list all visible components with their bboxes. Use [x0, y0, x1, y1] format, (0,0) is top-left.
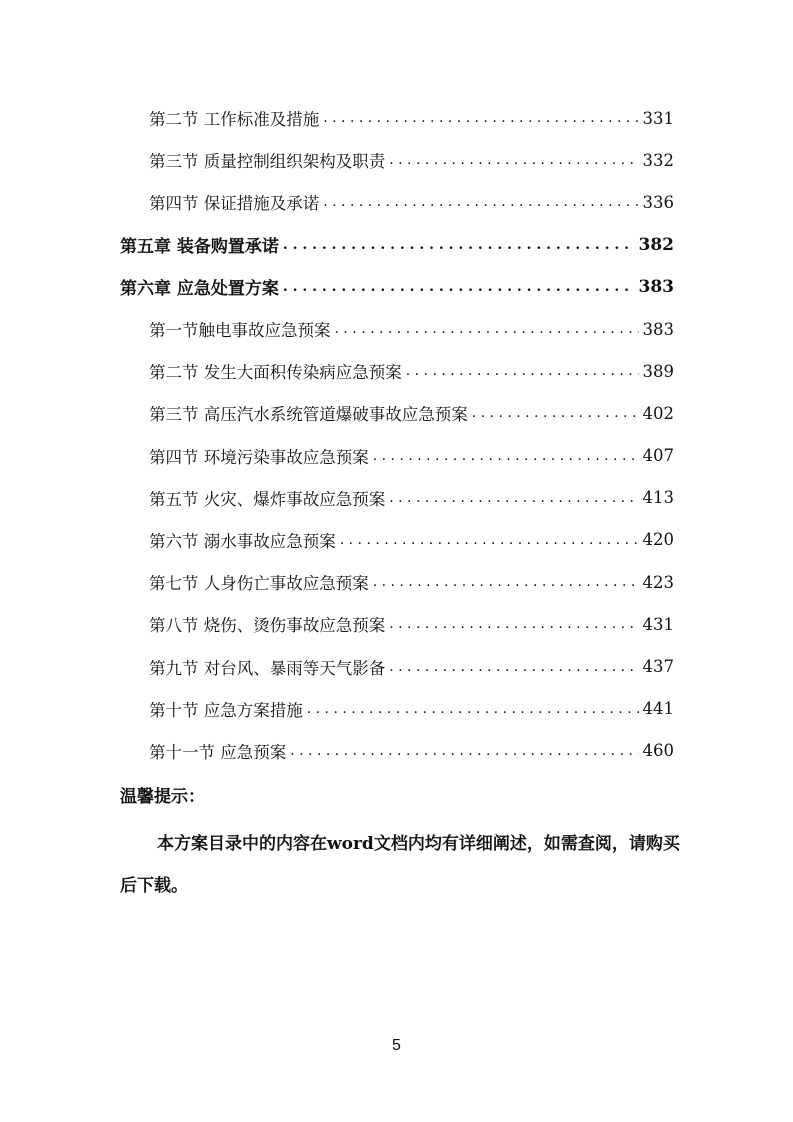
dot-leader [307, 701, 639, 717]
toc-entry-title: 第三节 质量控制组织架构及职责 [149, 152, 386, 172]
toc-entry-title: 第二节 工作标准及措施 [149, 110, 320, 130]
toc-entry-title: 第八节 烧伤、烫伤事故应急预案 [149, 616, 386, 636]
toc-entry-title: 第三节 高压汽水系统管道爆破事故应急预案 [149, 405, 468, 425]
toc-entry[interactable] [120, 181, 674, 223]
toc-entry[interactable] [120, 477, 674, 519]
toc-entry-title: 第二节 发生大面积传染病应急预案 [149, 363, 402, 383]
toc-entry-page: 382 [638, 234, 674, 255]
toc-entry-title: 第五节 火灾、爆炸事故应急预案 [149, 489, 386, 509]
toc-entry[interactable] [120, 688, 674, 730]
toc-entry-page: 460 [642, 741, 674, 761]
dot-leader [323, 110, 638, 126]
dot-leader [283, 279, 635, 295]
dot-leader [340, 532, 639, 548]
toc-entry-page: 389 [642, 361, 674, 381]
toc-entry-page: 336 [642, 192, 674, 212]
toc-entry-title: 第十节 应急方案措施 [149, 700, 303, 720]
toc-entry-title: 第六节 溺水事故应急预案 [149, 531, 336, 551]
toc-entry[interactable] [120, 139, 674, 181]
dot-leader [335, 321, 639, 337]
tip-title: 温馨提示： [120, 787, 205, 807]
toc-entry-page: 420 [642, 530, 674, 550]
toc-entry[interactable] [120, 350, 674, 392]
toc-entry-title: 第四节 保证措施及承诺 [149, 194, 320, 214]
toc-entry-title: 第十一节 应急预案 [149, 742, 287, 762]
table-of-contents [120, 97, 674, 772]
toc-entry[interactable] [120, 224, 674, 266]
toc-entry-page: 413 [642, 488, 674, 508]
dot-leader [389, 490, 638, 506]
toc-entry-title: 第五章 装备购置承诺 [120, 237, 279, 258]
toc-entry[interactable] [120, 308, 674, 350]
dot-leader [406, 363, 639, 379]
toc-entry[interactable] [120, 97, 674, 139]
toc-entry-page: 402 [642, 403, 674, 423]
toc-entry-page: 441 [642, 699, 674, 719]
dot-leader [283, 237, 635, 253]
toc-entry[interactable] [120, 603, 674, 645]
toc-entry[interactable] [120, 730, 674, 772]
toc-entry-page: 431 [642, 614, 674, 634]
toc-entry-title: 第九节 对台风、暴雨等天气影备 [149, 658, 386, 678]
toc-entry-page: 383 [642, 319, 674, 339]
tip-body: 本方案目录中的内容在word文档内均有详细阐述，如需查阅，请购买后下载。 [120, 834, 680, 896]
dot-leader [389, 152, 638, 168]
toc-entry-page: 407 [642, 446, 674, 466]
dot-leader [389, 616, 638, 632]
toc-entry[interactable] [120, 519, 674, 561]
toc-entry-page: 331 [642, 108, 674, 128]
toc-entry-title: 第七节 人身伤亡事故应急预案 [149, 574, 369, 594]
page-number: 5 [392, 1037, 401, 1054]
toc-entry-title: 第四节 环境污染事故应急预案 [149, 447, 369, 467]
dot-leader [373, 448, 639, 464]
toc-entry[interactable] [120, 645, 674, 687]
toc-entry[interactable] [120, 266, 674, 308]
dot-leader [373, 574, 639, 590]
toc-entry-page: 332 [642, 150, 674, 170]
toc-entry-title: 第六章 应急处置方案 [120, 279, 279, 300]
toc-entry-page: 423 [642, 572, 674, 592]
toc-entry[interactable] [120, 561, 674, 603]
dot-leader [389, 659, 638, 675]
toc-entry-page: 437 [642, 657, 674, 677]
toc-entry[interactable] [120, 392, 674, 434]
dot-leader [323, 194, 638, 210]
toc-entry-title: 第一节触电事故应急预案 [149, 321, 331, 341]
dot-leader [472, 405, 639, 421]
dot-leader [290, 743, 638, 759]
toc-entry-page: 383 [638, 276, 674, 297]
toc-entry[interactable] [120, 435, 674, 477]
